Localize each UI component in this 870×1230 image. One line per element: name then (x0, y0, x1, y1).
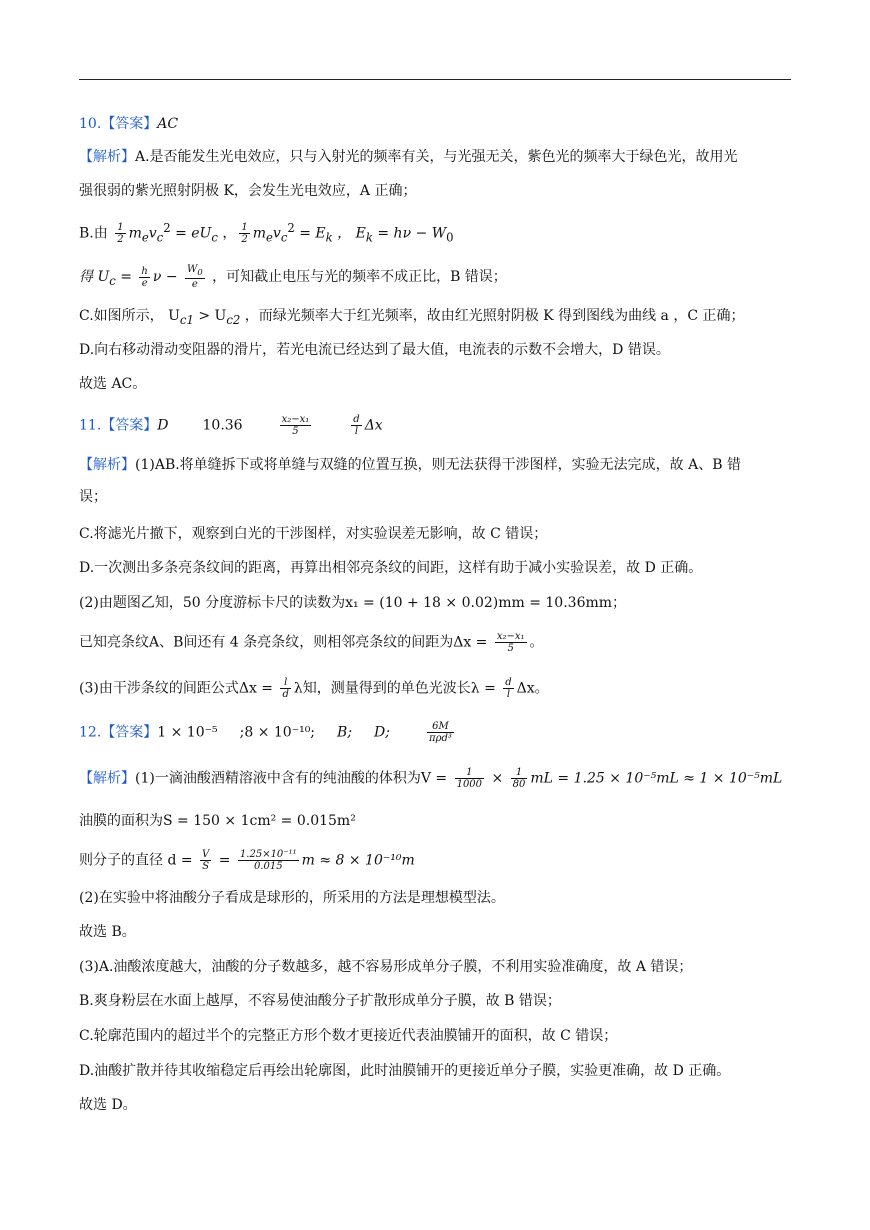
q12-answer-2: ;8 × 10⁻¹⁰; (239, 724, 316, 741)
math: v (272, 225, 281, 242)
q10-text: C.如图所示， U (79, 308, 180, 324)
math-sub: e (141, 230, 149, 245)
q12-text: 故选 D。 (79, 1097, 137, 1113)
math: = eU (170, 225, 212, 242)
q10-text: B.由 (79, 225, 113, 242)
math: ， E (332, 225, 366, 242)
q12-line-6 (79, 957, 791, 977)
q11-answer-2: 10.36 (202, 417, 243, 434)
q11-text: (2)由题图乙知，50 分度游标卡尺的读数为x₁ = (10 + 18 × 0.02)mm = 10.36mm； (79, 595, 627, 611)
q11-text: C.将滤光片撤下，观察到白光的干涉图样，对实验误差无影响，故 C 错误； (79, 526, 548, 542)
math: m ≈ 8 × 10⁻¹⁰m (301, 852, 415, 869)
math: Δx (364, 417, 383, 434)
math-sub: e (266, 230, 273, 245)
q11-answer-line (79, 414, 791, 437)
q12-line-10 (79, 1095, 791, 1115)
q11-text: 误； (79, 489, 107, 505)
q12-text: (3)A.油酸浓度越大，油酸的分子数越多，越不容易形成单分子膜，不利用实验准确度，故 A 错误； (79, 959, 693, 975)
frac-den: 1000 (456, 779, 483, 790)
q10-text: ，可知截止电压与光的频率不成正比，B 错误； (207, 269, 507, 285)
q12-line-7 (79, 991, 791, 1011)
fraction (185, 264, 205, 290)
math: ν − (152, 269, 183, 285)
frac-den: 5 (507, 643, 514, 654)
math: ， (217, 225, 237, 242)
q10-text: A.是否能发生光电效应，只与入射光的频率有关，与光强无关，紫色光的频率大于绿色光，故用光 (135, 149, 738, 165)
math-sub: c (156, 230, 164, 245)
fraction (280, 677, 290, 700)
q11-analysis-tag: 【解析】 (79, 457, 135, 473)
q10-line-1 (79, 147, 791, 167)
math: m (128, 225, 142, 242)
q11-text: D.一次测出多条亮条纹间的距离，再算出相邻亮条纹的间距，这样有助于减小实验误差，故 D 正确。 (79, 560, 703, 576)
q12-line-3 (79, 849, 791, 872)
q11-line-1 (79, 455, 791, 475)
q12-analysis-tag: 【解析】 (79, 770, 135, 787)
q12-answer-5 (427, 721, 454, 744)
q11-line-6 (79, 631, 791, 654)
q11-heading: 11.【答案】 (79, 417, 158, 434)
fraction (239, 222, 249, 245)
q11-answer-1: D (157, 417, 169, 434)
frac-num: d (353, 414, 360, 425)
q12-text: (2)在实验中将油酸分子看成是球形的，所采用的方法是理想模型法。 (79, 890, 505, 906)
q12-answer-line (79, 721, 791, 744)
frac-den: e (141, 277, 148, 289)
frac-num: h (141, 265, 148, 277)
fraction (511, 767, 528, 790)
math-sub: k (365, 230, 373, 245)
math: mL = 1.25 × 10⁻⁵mL ≈ 1 × 10⁻⁵mL (530, 770, 783, 787)
header-rule (79, 79, 791, 80)
math: = hν − W (372, 225, 447, 242)
q11-line-4 (79, 558, 791, 578)
frac-num: 6M (427, 721, 454, 733)
q10-answer-line (79, 114, 791, 134)
frac-den: 2 (117, 234, 124, 246)
fraction (238, 849, 299, 872)
math-sub: 0 (197, 267, 203, 277)
q12-text: (1)一滴油酸酒精溶液中含有的纯油酸的体积为V = (135, 770, 452, 787)
q12-line-4 (79, 888, 791, 908)
math: = (115, 269, 137, 285)
math: m (252, 225, 266, 242)
q10-text: 强很弱的紫光照射阴极 K，会发生光电效应，A 正确； (79, 183, 417, 199)
math-sub: c1 (179, 312, 194, 327)
q12-text: B.爽身粉层在水面上越厚，不容易使油酸分子扩散形成单分子膜，故 B 错误； (79, 993, 561, 1009)
frac-num: 1 (117, 222, 124, 234)
fraction (115, 222, 125, 245)
math: 得 U (79, 269, 110, 285)
math-sub: c2 (226, 312, 241, 327)
frac-den: 80 (512, 779, 526, 790)
frac-num: 1 (511, 767, 528, 779)
fraction (503, 677, 513, 700)
q10-line-7 (79, 374, 791, 394)
frac-num: V (202, 849, 210, 860)
q12-text: 故选 B。 (79, 924, 136, 940)
frac-num: 1.25×10⁻¹¹ (239, 849, 297, 860)
math-sub: k (325, 230, 333, 245)
q11-text: 。 (529, 634, 544, 651)
q10-line-2 (79, 181, 791, 201)
q11-line-7 (79, 677, 791, 700)
q12-answer-4: D; (374, 724, 390, 741)
fraction (139, 266, 149, 289)
q12-text: 油膜的面积为S = 150 × 1cm² = 0.015m² (79, 813, 356, 829)
frac-den: e (191, 279, 198, 290)
math-sub: c (280, 230, 288, 245)
q11-line-2 (79, 487, 791, 507)
q11-line-5 (79, 593, 791, 613)
q10-analysis-tag: 【解析】 (79, 149, 135, 165)
fraction (495, 631, 527, 654)
math-sub: c (109, 273, 116, 288)
math: v (148, 225, 157, 242)
q11-text: Δx。 (516, 680, 549, 697)
q11-text: 已知亮条纹A、B间还有 4 条亮条纹，则相邻亮条纹的间距为Δx = (79, 634, 492, 651)
frac-num: 1 (241, 222, 248, 234)
fraction (200, 849, 211, 872)
q10-heading: 10.【答案】 (79, 116, 158, 132)
math: = E (294, 225, 326, 242)
q11-answer-3 (280, 414, 312, 437)
q10-line-6 (79, 340, 791, 360)
q11-text: (3)由干涉条纹的间距公式Δx = (79, 680, 278, 697)
frac-den: 5 (292, 426, 299, 437)
frac-num: l (280, 677, 290, 689)
frac-num: d (505, 677, 512, 688)
q12-line-2 (79, 811, 791, 831)
q12-line-1 (79, 767, 791, 790)
q12-text: 则分子的直径 d = (79, 852, 198, 869)
q12-text: C.轮廓范围内的超过半个的完整正方形个数才更接近代表油膜铺开的面积，故 C 错误； (79, 1028, 618, 1044)
q12-answer-1: 1 × 10⁻⁵ (157, 724, 218, 741)
q11-text: λ知，测量得到的单色光波长λ = (293, 680, 501, 697)
q10-text: D.向右移动滑动变阻器的滑片，若光电流已经达到了最大值，电流表的示数不会增大，D 错误。 (79, 342, 670, 358)
q12-line-9 (79, 1061, 791, 1081)
frac-den: S (202, 861, 210, 872)
math-sup: 2 (163, 221, 171, 235)
math: > U (193, 308, 227, 324)
q12-line-5 (79, 922, 791, 942)
math: × (487, 770, 508, 787)
q11-text: (1)AB.将单缝拆下或将单缝与双缝的位置互换，则无法获得干涉图样，实验无法完成，故 A、B 错 (135, 457, 741, 473)
q12-line-8 (79, 1026, 791, 1046)
math-sup: 2 (287, 221, 295, 235)
q12-answer-3: B; (337, 724, 353, 741)
frac-num: x₂−x₁ (281, 414, 310, 425)
frac-den: l (506, 689, 511, 700)
q10-line-4 (79, 264, 791, 291)
frac-den: d (282, 689, 289, 700)
q11-line-3 (79, 524, 791, 544)
math-sub: 0 (446, 230, 454, 245)
q10-text: ，而绿光频率大于红光频率，故由红光照射阴极 K 得到图线为曲线 a ，C 正确； (240, 308, 745, 324)
q11-answer-4 (351, 414, 361, 437)
math: = (214, 852, 235, 869)
frac-num: W (187, 264, 198, 275)
q10-line-5 (79, 306, 791, 330)
frac-num: 1 (455, 767, 484, 779)
math-sub: c (211, 230, 218, 245)
frac-num: x₂−x₁ (496, 631, 525, 642)
q10-answer: AC (157, 116, 179, 132)
q12-text: D.油酸扩散并待其收缩稳定后再绘出轮廓图，此时油膜铺开的更接近单分子膜，实验更准确，故 D 正确。 (79, 1063, 731, 1079)
q12-heading: 12.【答案】 (79, 724, 158, 741)
frac-den: l (354, 426, 359, 437)
frac-den: 0.015 (253, 861, 283, 872)
frac-den: πρd³ (429, 733, 452, 744)
frac-den: 2 (241, 234, 248, 246)
q10-line-3 (79, 218, 791, 247)
fraction (455, 767, 484, 790)
q10-text: 故选 AC。 (79, 376, 147, 392)
